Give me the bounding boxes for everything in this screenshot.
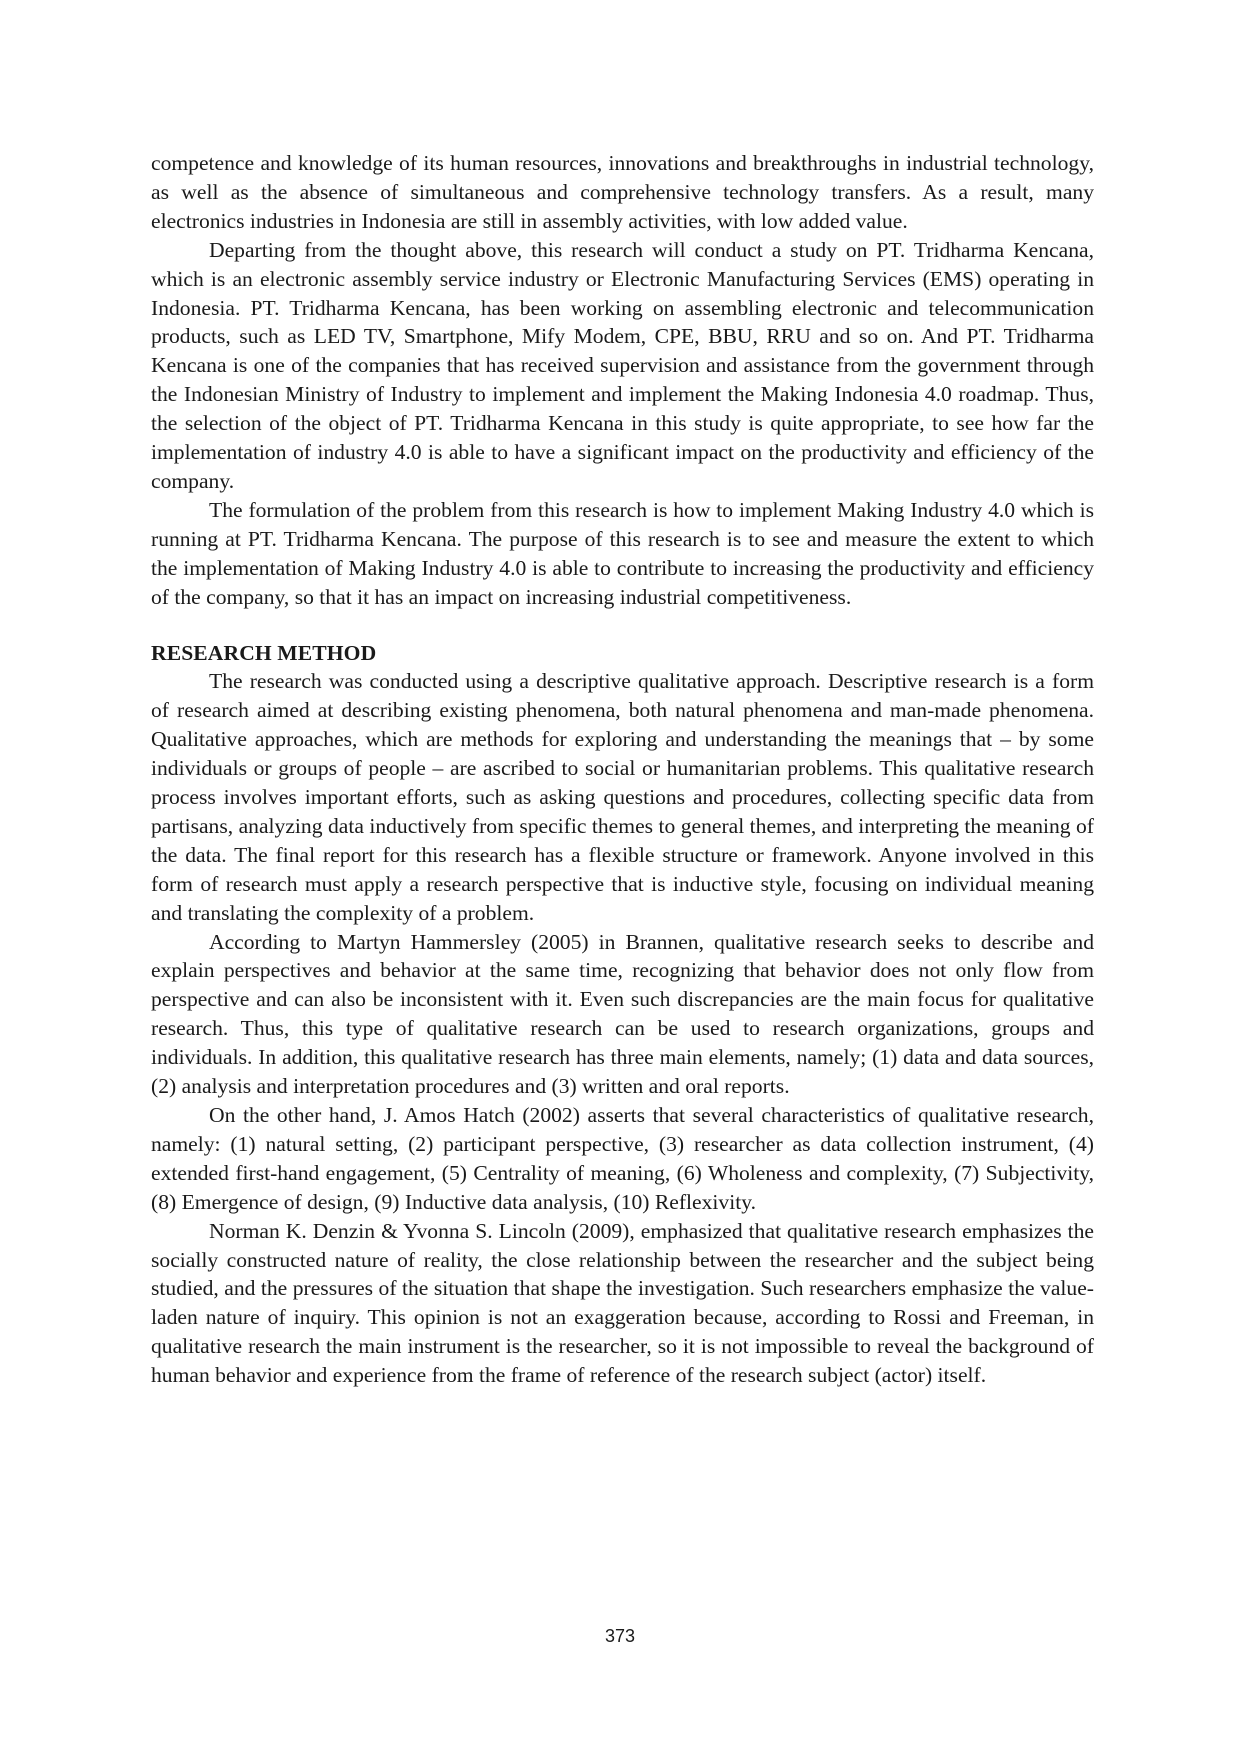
- paragraph-denzin-lincoln: Norman K. Denzin & Yvonna S. Lincoln (2009), emphasized that qualitative research emphasizes the socially constructed nature of reality, the close relationship between the researcher and the subject being studied, and the pressures of the situation that shape the investigation. Such researchers emphasize the value-laden nature of inquiry. This opinion is not an exaggeration because, according to Rossi and Freeman, in qualitative research the main instrument is the researcher, so it is not impossible to reveal the background of human behavior and experience from the frame of reference of the research subject (actor) itself.: [151, 1218, 1094, 1388]
- page-number: 373: [604, 1626, 636, 1646]
- section-heading-research-method: RESEARCH METHOD: [151, 640, 377, 665]
- paragraph-problem-formulation: The formulation of the problem from this research is how to implement Making Industry 4.0 which is running at PT. Tridharma Kencana. The purpose of this research is to see and measure the extent to which the implementation of Making Industry 4.0 is able to contribute to increasing the productivity and efficiency of the company, so that it has an impact on increasing industrial competitiveness.: [151, 497, 1094, 609]
- paragraph-hammersley: According to Martyn Hammersley (2005) in Brannen, qualitative research seeks to describe and explain perspectives and behavior at the same time, recognizing that behavior does not only flow from perspective and can also be inconsistent with it. Even such discrepancies are the main focus for qualitative research. Thus, this type of qualitative research can be used to research organizations, groups and individuals. In addition, this qualitative research has three main elements, namely; (1) data and data sources, (2) analysis and interpretation procedures and (3) written and oral reports.: [151, 929, 1094, 1099]
- page-body: [151, 149, 1094, 1390]
- paragraph-descriptive-approach: The research was conducted using a descriptive qualitative approach. Descriptive research is a form of research aimed at describing existing phenomena, both natural phenomena and man-made phenomena. Qualitative approaches, which are methods for exploring and understanding the meanings that – by some individuals or groups of people – are ascribed to social or humanitarian problems. This qualitative research process involves important efforts, such as asking questions and procedures, collecting specific data from partisans, analyzing data inductively from specific themes to general themes, and interpreting the meaning of the data. The final report for this research has a flexible structure or framework. Anyone involved in this form of research must apply a research perspective that is inductive style, focusing on individual meaning and translating the complexity of a problem.: [151, 669, 1094, 925]
- paragraph-continuation: competence and knowledge of its human resources, innovations and breakthroughs in industrial technology, as well as the absence of simultaneous and comprehensive technology transfers. As a result, many electronics industries in Indonesia are still in assembly activities, with low added value.: [151, 151, 1094, 233]
- paragraph-hatch: On the other hand, J. Amos Hatch (2002) asserts that several characteristics of qualitative research, namely: (1) natural setting, (2) participant perspective, (3) researcher as data collection instrument, (4) extended first-hand engagement, (5) Centrality of meaning, (6) Wholeness and complexity, (7) Subjectivity, (8) Emergence of design, (9) Inductive data analysis, (10) Reflexivity.: [151, 1103, 1094, 1214]
- paragraph-study-object: Departing from the thought above, this research will conduct a study on PT. Tridharma Kencana, which is an electronic assembly service industry or Electronic Manufacturing Services (EMS) operating in Indonesia. PT. Tridharma Kencana, has been working on assembling electronic and telecommunication products, such as LED TV, Smartphone, Mify Modem, CPE, BBU, RRU and so on. And PT. Tridharma Kencana is one of the companies that has received supervision and assistance from the government through the Indonesian Ministry of Industry to implement and implement the Making Indonesia 4.0 roadmap. Thus, the selection of the object of PT. Tridharma Kencana in this study is quite appropriate, to see how far the implementation of industry 4.0 is able to have a significant impact on the productivity and efficiency of the company.: [151, 237, 1094, 493]
